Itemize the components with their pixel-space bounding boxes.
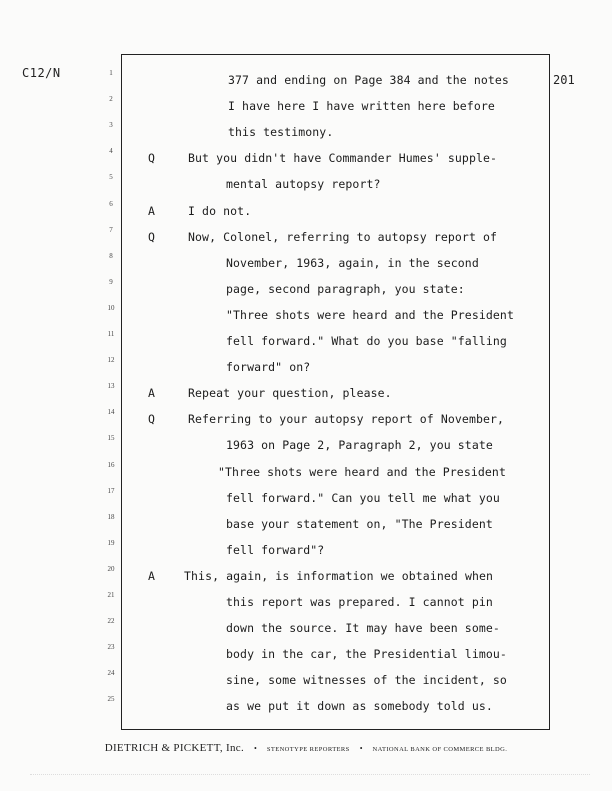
line-number: 18 [107, 512, 115, 521]
separator-dot: • [254, 744, 257, 753]
scan-artifact-line [30, 774, 590, 775]
reporter-firm: DIETRICH & PICKETT, Inc. [104, 742, 244, 754]
transcript-line: as we put it down as somebody told us. [226, 699, 493, 714]
speaker-marker: Q [148, 412, 155, 427]
line-number: 4 [109, 147, 113, 156]
line-number: 22 [107, 617, 115, 626]
reporter-location: NATIONAL BANK OF COMMERCE BLDG. [372, 746, 508, 753]
line-number: 10 [107, 303, 115, 312]
line-number: 19 [107, 538, 115, 547]
transcript-line: This, again, is information we obtained when [184, 568, 494, 583]
transcript-line: 1963 on Page 2, Paragraph 2, you state [226, 438, 493, 453]
line-number: 14 [107, 408, 115, 417]
transcript-line: this testimony. [228, 125, 334, 140]
document-code: C12/N [22, 66, 61, 80]
line-number: 20 [107, 564, 115, 573]
speaker-marker: Q [148, 229, 155, 244]
transcript-line: Referring to your autopsy report of November, [188, 412, 505, 427]
line-number: 13 [107, 382, 115, 391]
line-number: 21 [107, 591, 115, 599]
line-number: 9 [109, 277, 113, 286]
transcript-line: "Three shots were heard and the President [226, 307, 514, 322]
line-number: 23 [107, 643, 115, 652]
transcript-line: fell forward." Can you tell me what you [226, 490, 500, 505]
line-number: 6 [109, 199, 113, 208]
transcript-line: fell forward." What do you base "falling [226, 334, 507, 348]
line-number: 25 [107, 695, 115, 704]
transcript-line: mental autopsy report? [226, 177, 381, 192]
transcript-line: down the source. It may have been some- [226, 621, 500, 636]
speaker-marker: A [148, 386, 155, 401]
transcript-line: November, 1963, again, in the second [226, 255, 479, 270]
line-number: 8 [109, 251, 113, 260]
line-number: 24 [107, 669, 115, 678]
line-number: 7 [109, 225, 113, 234]
separator-dot: • [359, 744, 363, 753]
transcript-line: I have here I have written here before [228, 99, 495, 114]
line-number: 11 [107, 330, 115, 338]
transcript-line: Repeat your question, please. [188, 386, 392, 401]
line-number: 5 [109, 173, 113, 182]
transcript-line: base your statement on, "The President [226, 516, 493, 531]
transcript-line: body in the car, the Presidential limou- [226, 647, 507, 662]
transcript-line: I do not. [188, 203, 252, 218]
reporter-service: STENOTYPE REPORTERS [266, 746, 350, 753]
transcript-line: page, second paragraph, you state: [226, 281, 465, 296]
speaker-marker: Q [148, 151, 155, 166]
transcript-line: fell forward"? [226, 542, 325, 557]
line-number: 12 [107, 356, 115, 365]
reporter-footer [0, 738, 612, 756]
line-number: 2 [109, 95, 113, 104]
transcript-line: Now, Colonel, referring to autopsy report of [188, 229, 498, 244]
line-number: 16 [107, 460, 115, 469]
page-number: 201 [553, 73, 575, 87]
line-number: 17 [107, 486, 115, 495]
transcript-line: forward" on? [226, 360, 311, 375]
line-number: 1 [109, 69, 113, 77]
transcript-line: 377 and ending on Page 384 and the notes [228, 73, 509, 87]
line-number: 3 [109, 121, 113, 130]
speaker-marker: A [148, 203, 155, 218]
transcript-line: But you didn't have Commander Humes' supple- [188, 151, 498, 166]
transcript-line: "Three shots were heard and the President [218, 464, 506, 479]
speaker-marker: A [148, 568, 155, 583]
transcript-line: sine, some witnesses of the incident, so [226, 673, 507, 688]
line-number: 15 [107, 434, 115, 443]
transcript-line: this report was prepared. I cannot pin [226, 595, 493, 609]
